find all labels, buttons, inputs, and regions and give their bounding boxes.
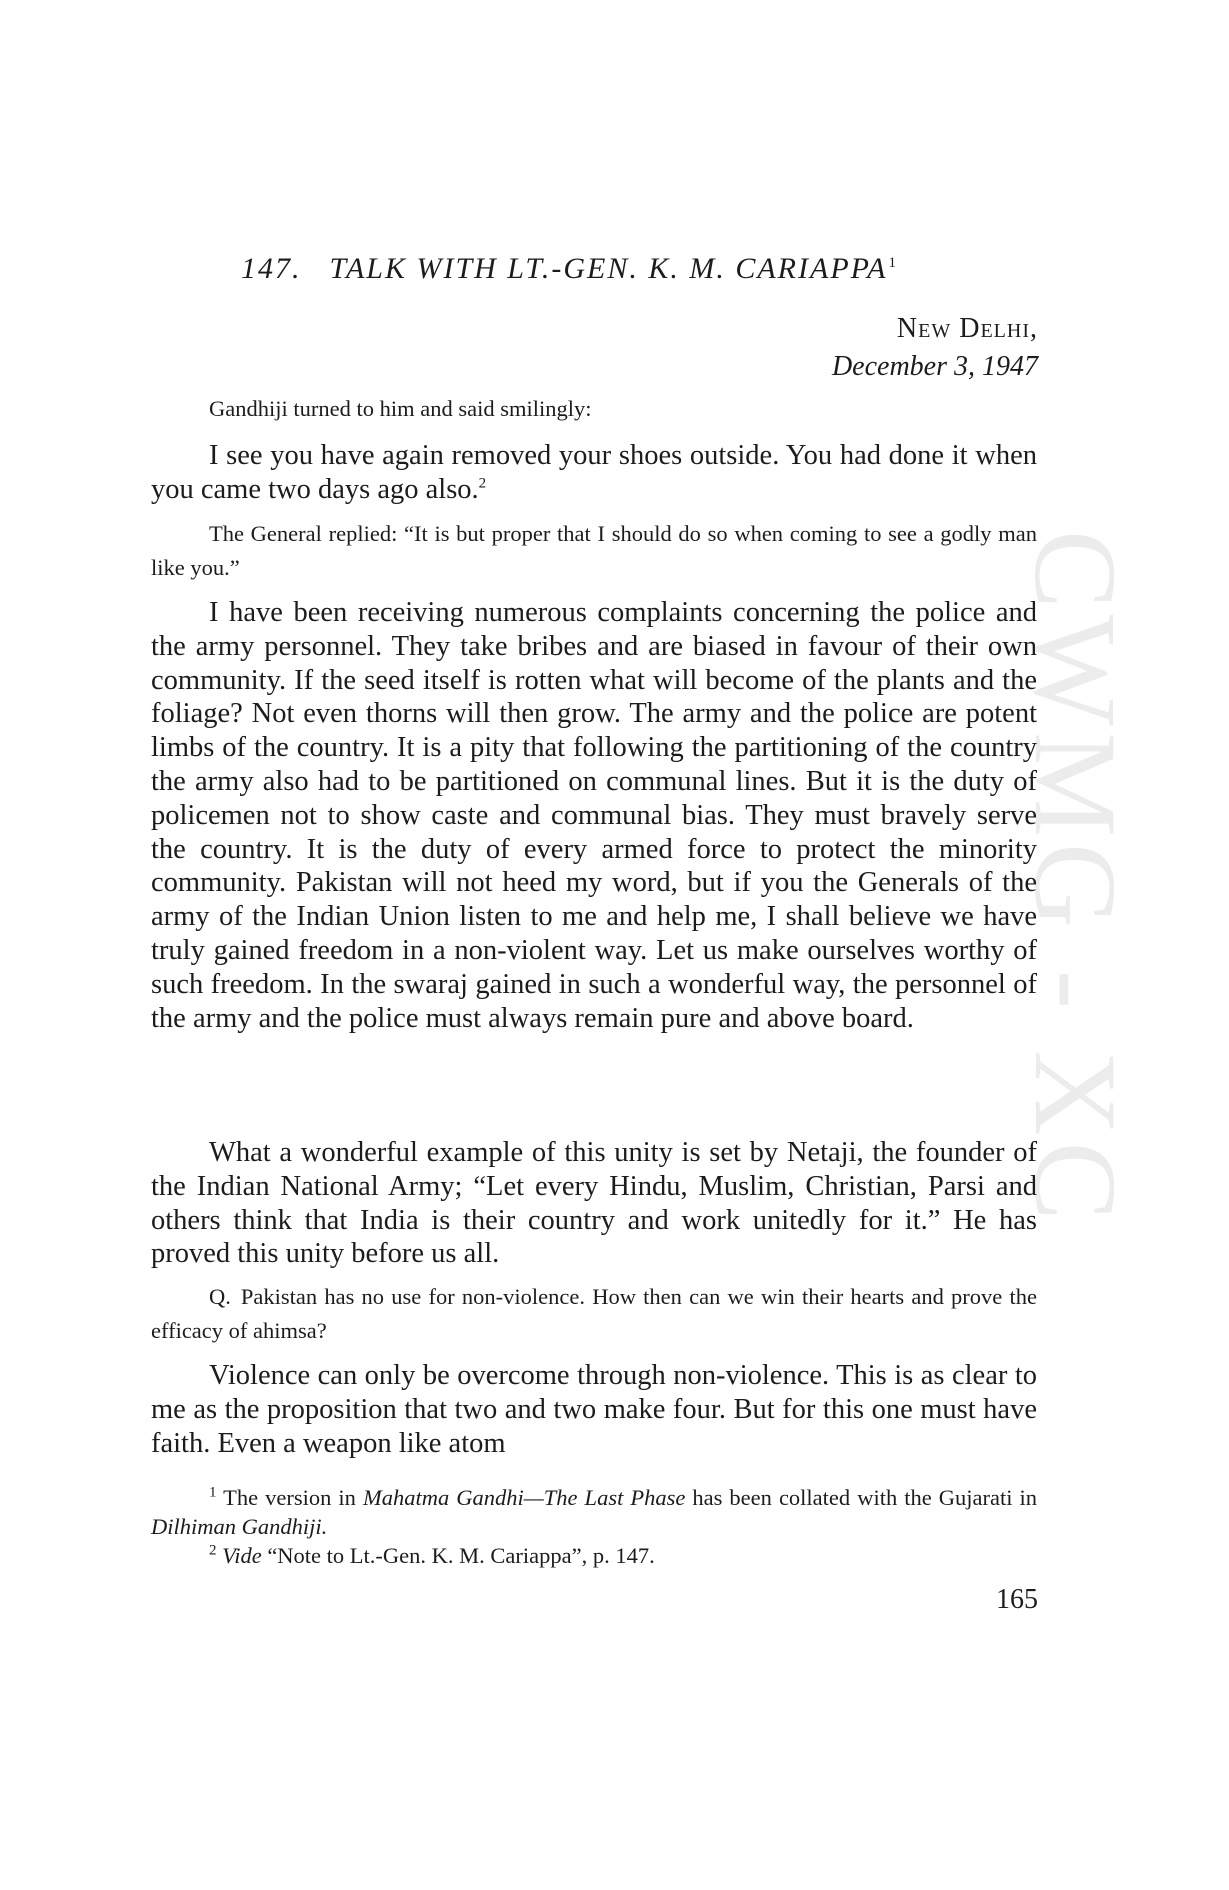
section-title: TALK WITH LT.-GEN. K. M. CARIAPPA [329, 252, 888, 285]
question-block [151, 1280, 1037, 1348]
watermark-text: CWMG - XC [1010, 530, 1141, 1227]
paragraph-2 [151, 596, 1037, 1035]
paragraph-3-text: What a wonderful example of this unity is set by Netaji, the founder of the Indian National Army; “Let every Hindu, Muslim, Christian, Parsi and others think that India is their country and work unitedly for it.” He has proved this unity before us all. [151, 1137, 1037, 1270]
question-label: Q. [209, 1284, 231, 1309]
paragraph-3 [151, 1136, 1037, 1271]
paragraph-1 [151, 439, 1037, 507]
footnote-2-mark: 2 [209, 1542, 217, 1559]
footnote-1-mark: 1 [209, 1484, 217, 1501]
footnote-1-book-title: Mahatma Gandhi—The Last Phase [362, 1485, 686, 1510]
section-heading [241, 252, 1041, 286]
intro-text: Gandhiji turned to him and said smilingly: [209, 396, 592, 421]
dateline-place: New Delhi, [896, 313, 1038, 344]
footnotes [151, 1483, 1037, 1570]
intro-line [151, 392, 1037, 426]
footnote-1-source-title: Dilhiman Gandhiji. [151, 1514, 328, 1539]
footnote-2-vide: Vide [222, 1543, 262, 1568]
footnote-ref-1: 1 [888, 255, 898, 271]
paragraph-4-text: Violence can only be overcome through non-violence. This is as clear to me as the proposition that two and two make four. But for this one must have faith. Even a weapon like atom [151, 1360, 1037, 1459]
section-number: 147. [241, 252, 302, 285]
paragraph-4 [151, 1359, 1037, 1460]
dateline [832, 310, 1038, 386]
page-number: 165 [996, 1584, 1038, 1615]
dateline-date: December 3, 1947 [831, 351, 1038, 382]
footnote-2 [151, 1541, 1037, 1570]
question-text: Pakistan has no use for non-violence. How then can we win their hearts and prove the efficacy of ahimsa? [151, 1284, 1037, 1343]
general-reply [151, 517, 1037, 585]
footnote-1-middle: has been collated with the Gujarati in [692, 1485, 1038, 1510]
footnote-ref-2: 2 [478, 475, 487, 492]
footnote-1 [151, 1483, 1037, 1541]
paragraph-2-text: I have been receiving numerous complaints concerning the police and the army personnel. They take bribes and are biased in favour of their own community. If the seed itself is rotten what will become of the plants and the foliage? Not even thorns will then grow. The army and the police are potent limbs of the country. It is a pity that following the partitioning of the country the army also had to be partitioned on communal lines. But it is the duty of policemen not to show caste and communal bias. They must bravely serve the country. It is the duty of every armed force to protect the minority community. Pakistan will not heed my word, but if you the Generals of the army of the Indian Union listen to me and help me, I shall believe we have truly gained freedom in a non-violent way. Let us make ourselves worthy of such freedom. In the swaraj gained in such a wonderful way, the personnel of the army and the police must always remain pure and above board. [151, 597, 1037, 1034]
general-reply-text: The General replied: “It is but proper that I should do so when coming to see a godly man like you.” [151, 521, 1037, 580]
paragraph-1-text: I see you have again removed your shoes outside. You had done it when you came two days ago also. [151, 440, 1037, 505]
footnote-1-lead: The version in [223, 1485, 356, 1510]
footnote-2-text: “Note to Lt.-Gen. K. M. Cariappa”, p. 147. [267, 1543, 655, 1568]
